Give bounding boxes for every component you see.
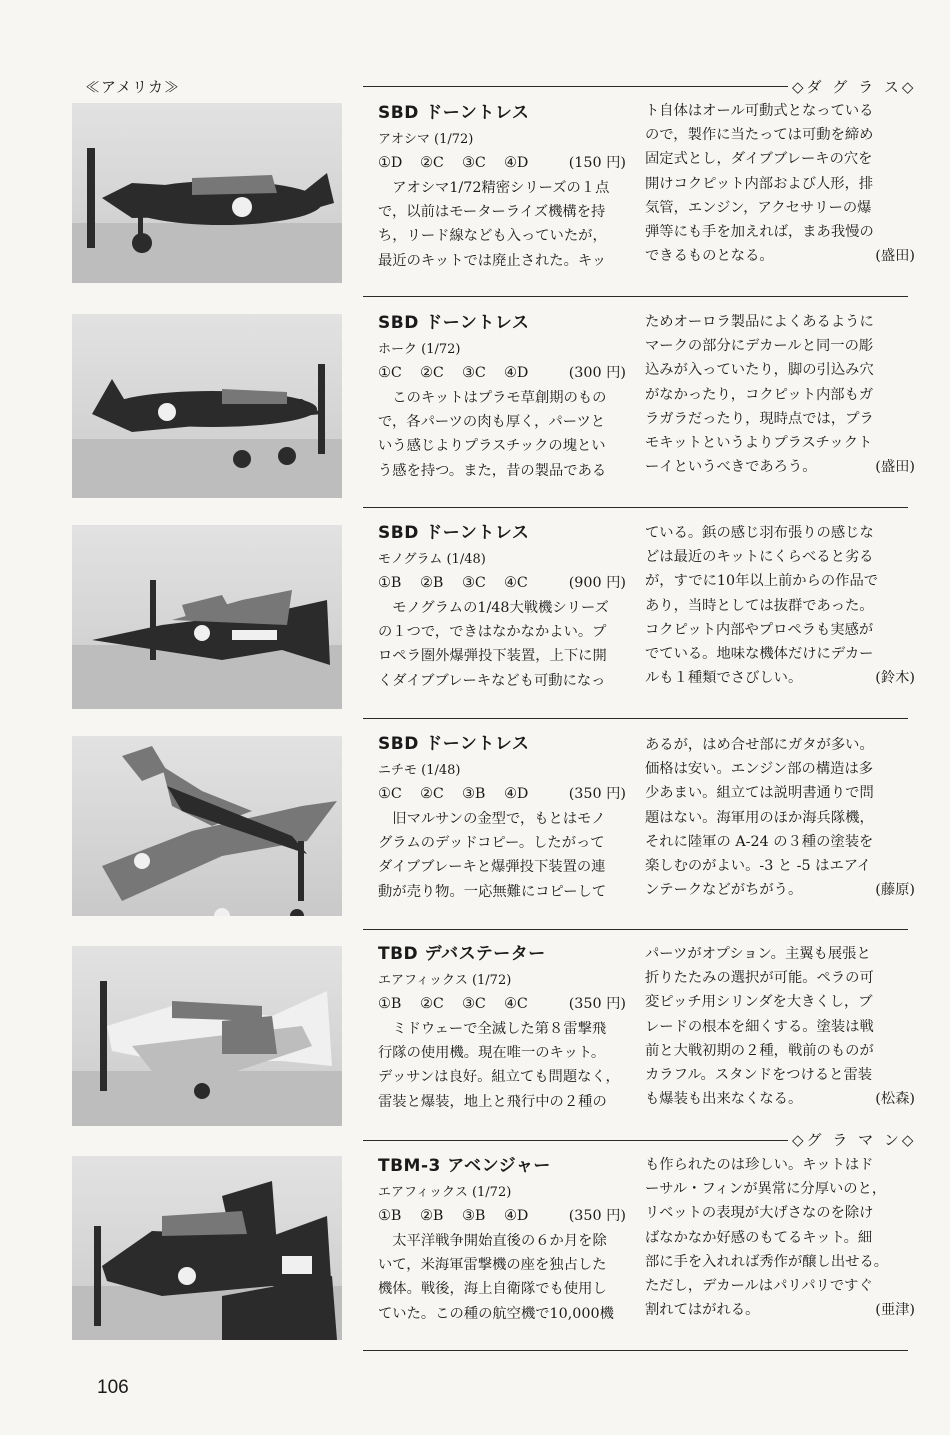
rating: ②C [420, 155, 444, 171]
text-line: ためオーロラ製品によくあるように [645, 314, 874, 330]
text-line: 弾等にも手を加えれば，まあ我慢の [645, 223, 874, 240]
text-line: 雷装と爆装，地上と飛行中の２種の [378, 1093, 607, 1110]
text-line: ち，リード線なども入っていたが， [378, 228, 607, 245]
review-text-right [645, 942, 915, 1111]
text-line: いて，米海軍雷撃機の座を独占した [378, 1257, 607, 1274]
text-line: で，以前はモーターライズ機構を持 [378, 204, 606, 221]
review-text-left [378, 1153, 626, 1326]
rating: ②C [420, 365, 444, 381]
region-label: ≪アメリカ≫ [85, 78, 180, 96]
ratings-row [378, 151, 626, 176]
review-text-right [645, 1153, 915, 1322]
model-photo [72, 525, 342, 709]
review-text-left [378, 941, 626, 1114]
text-line: 気管，エンジン，アクセサリーの爆 [645, 199, 872, 216]
text-line: ーサル・フィンが異常に分厚いのと， [645, 1181, 887, 1198]
text-line: コクピット内部やプロペラも実感が [645, 621, 874, 638]
entry-divider [363, 929, 908, 930]
reviewer-name: (盛田) [875, 459, 915, 476]
rating: ③C [462, 155, 486, 171]
text-line: 太平洋戦争開始直後の６か月を除 [392, 1233, 607, 1249]
maker-label-douglas: ◇ダ グ ラ ス◇ [788, 76, 916, 97]
maker-label-grumman: ◇グ ラ マ ン◇ [788, 1129, 916, 1150]
entry-divider [363, 718, 908, 719]
review-text-right [645, 733, 915, 902]
text-line: レードの根本を細くする。塗装は戦 [645, 1018, 874, 1035]
rating: ①D [378, 155, 403, 171]
rating: ③B [462, 786, 486, 802]
rating: ④D [504, 1208, 529, 1224]
text-line: アオシマ1/72精密シリーズの１点 [392, 180, 610, 196]
kit-maker-scale: エアフィックス (1/72) [378, 1185, 512, 1200]
text-line-with-author [645, 455, 915, 479]
text-line: ーイというべきであろう。 [645, 459, 817, 476]
text-line: 割れてはがれる。 [645, 1302, 760, 1319]
rating: ④C [504, 996, 528, 1012]
rating: ①C [378, 365, 402, 381]
kit-maker-scale: ホーク (1/72) [378, 342, 461, 357]
text-line: あり，当時としては抜群であった。 [645, 597, 874, 614]
text-line: いう感じよりプラスチックの塊とい [378, 438, 606, 455]
text-line: 価格は安い。エンジン部の構造は多 [645, 761, 874, 778]
reviewer-name: (鈴木) [875, 670, 915, 687]
text-line: ンテークなどがちがう。 [645, 882, 803, 899]
rating: ②C [420, 996, 444, 1012]
ratings-row [378, 782, 626, 807]
text-line: も作られたのは珍しい。キットはド [645, 1157, 874, 1173]
text-line: グラムのデッドコピー。したがって [378, 835, 605, 852]
model-photo [72, 736, 342, 916]
text-line: このキットはプラモ草創期のもの [392, 390, 607, 406]
aircraft-title: SBD ドーントレス [378, 313, 530, 333]
ratings-row [378, 571, 626, 596]
text-line: でている。地味な機体だけにデカー [645, 645, 874, 662]
rating: ①C [378, 786, 402, 802]
text-line: それに陸軍の A-24 の３種の塗装を [645, 833, 874, 850]
rating: ③C [462, 365, 486, 381]
model-photo [72, 946, 342, 1126]
text-line: がなかったり，コクピット内部もガ [645, 386, 874, 403]
reviewer-name: (藤原) [875, 882, 915, 899]
text-line: ダイブブレーキと爆弾投下装置の連 [378, 859, 606, 876]
model-photo [72, 103, 342, 283]
review-text-right [645, 521, 915, 690]
text-line: ルも１種類でさびしい。 [645, 670, 803, 687]
text-line: モノグラムの1/48大戦機シリーズ [392, 600, 609, 616]
text-line: 少あまい。組立ては説明書通りで問 [645, 785, 874, 802]
review-text-left [378, 100, 626, 273]
text-line: ので，製作に当たっては可動を締め [645, 127, 874, 144]
ratings-row [378, 1204, 626, 1229]
price: (350 円) [568, 786, 626, 802]
kit-maker-scale: ニチモ (1/48) [378, 763, 461, 778]
aircraft-silhouette [72, 103, 342, 283]
aircraft-title: SBD ドーントレス [378, 523, 530, 543]
price: (350 円) [568, 1208, 626, 1224]
reviewer-name: (盛田) [875, 248, 915, 265]
entry-divider [363, 507, 908, 508]
rating: ②B [420, 1208, 444, 1224]
aircraft-title: TBD デバステーター [378, 944, 546, 964]
rating: ①B [378, 1208, 402, 1224]
text-line: ただし，デカールはパリパリですぐ [645, 1277, 873, 1294]
price: (350 円) [568, 996, 626, 1012]
aircraft-silhouette [72, 736, 342, 916]
reviewer-name: (松森) [875, 1091, 915, 1108]
rating: ④D [504, 155, 529, 171]
text-line: が，すでに10年以上前からの作品で [645, 573, 879, 590]
aircraft-title: SBD ドーントレス [378, 103, 530, 123]
rating: ④C [504, 575, 528, 591]
kit-maker-scale: アオシマ (1/72) [378, 132, 474, 147]
reviewer-name: (亜津) [875, 1302, 915, 1319]
review-text-left [378, 731, 626, 904]
text-line-with-author [645, 666, 915, 690]
text-line: も爆装も出来なくなる。 [645, 1091, 803, 1108]
text-line: 部に手を入れれば秀作が醸し出せる。 [645, 1253, 889, 1270]
text-line: 折りたたみの選択が可能。ペラの可 [645, 970, 874, 987]
rating: ③C [462, 996, 486, 1012]
text-line: リベットの表現が大げさなのを除け [645, 1205, 874, 1222]
entry-divider [363, 296, 908, 297]
aircraft-title: TBM-3 アベンジャー [378, 1156, 551, 1176]
text-line: 動が売り物。一応無難にコピーして [378, 883, 607, 900]
aircraft-silhouette [72, 946, 342, 1126]
review-text-left [378, 520, 626, 693]
text-line-with-author [645, 1087, 915, 1111]
text-line-with-author [645, 878, 915, 902]
ratings-row [378, 992, 626, 1017]
price: (150 円) [568, 155, 626, 171]
text-line: モキットというよりプラスチックト [645, 434, 873, 451]
kit-maker-scale: モノグラム (1/48) [378, 552, 486, 567]
text-line: 込みが入っていたり，脚の引込み穴 [645, 362, 874, 379]
review-text-right [645, 310, 915, 479]
rating: ②B [420, 575, 444, 591]
rating: ④D [504, 365, 529, 381]
text-line: 旧マルサンの金型で，もとはモノ [392, 811, 606, 827]
text-line-with-author [645, 1298, 915, 1322]
rating: ①B [378, 575, 402, 591]
text-line: ロペラ圏外爆弾投下装置，上下に開 [378, 648, 607, 665]
ratings-row [378, 361, 626, 386]
text-line: 開けコクピット内部および人形，排 [645, 175, 874, 192]
text-line: ている。鋲の感じ羽布張りの感じな [645, 525, 874, 541]
text-line: パーツがオプション。主翼も展張と [645, 946, 871, 962]
review-text-right [645, 99, 915, 268]
rating: ①B [378, 996, 402, 1012]
text-line: 変ピッチ用シリンダを大きくし，ブ [645, 994, 873, 1011]
text-line: あるが，はめ合せ部にガタが多い。 [645, 737, 874, 753]
entry-divider [363, 1350, 908, 1351]
model-photo [72, 314, 342, 498]
text-line: どは最近のキットにくらべると劣る [645, 549, 874, 566]
text-line: う感を持つ。また，昔の製品である [378, 462, 607, 479]
text-line: の１つで，できはなかなかよい。プ [378, 624, 607, 641]
rating: ②C [420, 786, 444, 802]
rating: ③C [462, 575, 486, 591]
text-line: で，各パーツの肉も厚く，パーツと [378, 414, 606, 431]
rating: ③B [462, 1208, 486, 1224]
text-line: ラガラだったり，現時点では，プラ [645, 410, 874, 427]
section-rule [363, 86, 788, 87]
text-line: できるものとなる。 [645, 248, 774, 265]
text-line: 最近のキットでは廃止された。キッ [378, 252, 607, 269]
price: (900 円) [568, 575, 626, 591]
text-line: 題はない。海軍用のほか海兵隊機， [645, 809, 874, 826]
model-photo [72, 1156, 342, 1340]
text-line: 楽しむのがよい。-3 と -5 はエアイ [645, 857, 872, 874]
text-line: ミドウェーで全滅した第８雷撃飛 [392, 1021, 607, 1037]
text-line: 機体。戦後，海上自衛隊でも使用し [378, 1281, 607, 1298]
text-line: 行隊の使用機。現在唯一のキット。 [378, 1045, 606, 1062]
text-line: 前と大戦初期の２種，戦前のものが [645, 1042, 874, 1059]
text-line: デッサンは良好。組立ても問題なく， [378, 1069, 620, 1086]
kit-maker-scale: エアフィックス (1/72) [378, 973, 512, 988]
aircraft-silhouette [72, 314, 342, 498]
aircraft-silhouette [72, 1156, 342, 1340]
text-line: くダイブブレーキなども可動になっ [378, 672, 606, 689]
price: (300 円) [568, 365, 626, 381]
text-line: マークの部分にデカールと同一の彫 [645, 338, 874, 355]
aircraft-title: SBD ドーントレス [378, 734, 530, 754]
section-rule [363, 1140, 788, 1141]
text-line: 固定式とし，ダイブブレーキの穴を [645, 151, 873, 168]
text-line-with-author [645, 244, 915, 268]
text-line: ばなかなか好感のもてるキット。細 [645, 1229, 873, 1246]
rating: ④D [504, 786, 529, 802]
aircraft-silhouette [72, 525, 342, 709]
page-number: 106 [97, 1377, 129, 1398]
text-line: ト自体はオール可動式となっている [645, 103, 874, 119]
review-text-left [378, 310, 626, 483]
text-line: ていた。この種の航空機で10,000機 [378, 1305, 614, 1322]
text-line: カラフル。スタンドをつけると雷装 [645, 1066, 873, 1083]
